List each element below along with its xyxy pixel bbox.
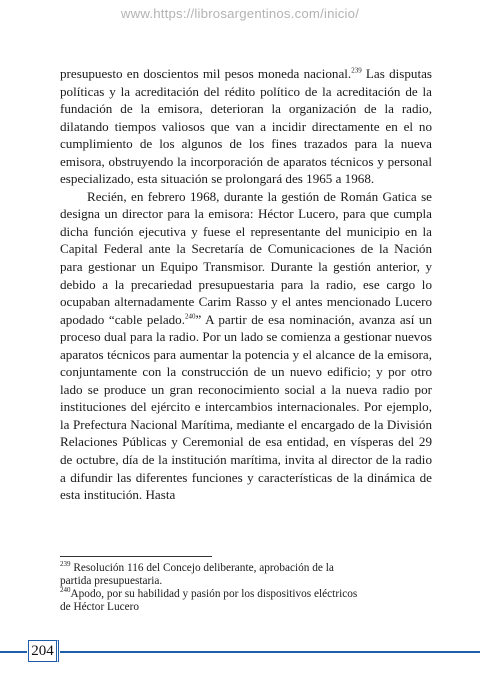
- paragraph: [60, 65, 432, 188]
- paragraph-text: ” A partir de esa nominación, avanza así un proceso dual para la radio. Por un lado se comienza a gestionar nuevos aparatos técnicos para aumentar la potencia y el alcance de la emisora, conjuntamente con la construcción de un nuevo edificio; y por otro lado se produce un gran reconocimiento social a la nueva radio por instituciones del ejército e intercambios internacionales. Por ejemplo, la Prefectura Nacional Marítima, mediante el encargado de la División Relaciones Públicas y Ceremonial de esa entidad, en vísperas del 29 de octubre, día de la institución marítima, invita al director de la radio a difundir las diferentes funciones y características de la dinámica de esta institución. Hasta: [60, 311, 433, 503]
- paragraph-text: Recién, en febrero 1968, durante la gestión de Román Gatica se designa un director para la emisora: Héctor Lucero, para que cumpla dicha función ejecutiva y fuese el representante del municipio en la Capital Federal ante la Secretaría de Comunicaciones de la Nación para gestionar un Equipo Transmisor. Durante la gestión anterior, y debido a la precariedad presupuestaria para la radio, ese cargo lo ocupaban alternadamente Carim Rasso y el antes mencionado Lucero apodado “cable pelado.: [60, 188, 432, 327]
- page-number: 204: [28, 640, 59, 662]
- watermark-url: www.https://librosargentinos.com/inicio/: [120, 6, 360, 21]
- footnote-ref-240[interactable]: 240: [185, 312, 196, 321]
- footnote: [60, 562, 360, 587]
- footnotes: [60, 562, 360, 614]
- footer-rule-right: [60, 651, 480, 653]
- paragraph-text: Las disputas políticas y la acreditación del rédito político de la acreditación de la fundación de la emisora, deterioran la organización de la radio, dilatando tiempos valiosos que van a incidir directamente en el no cumplimiento de los algunos de los fines trazados para la nueva emisora, obstruyendo la incorporación de aparatos técnicos y personal especializado, esta situación se prolongará des 1965 a 1968.: [60, 66, 432, 187]
- footnote-number: 239: [60, 560, 71, 569]
- body-text: [60, 65, 432, 504]
- footer-rule-left: [0, 651, 27, 653]
- footnote-separator: [60, 556, 212, 557]
- page-footer: [0, 640, 480, 664]
- paragraph-text: presupuesto en doscientos mil pesos moneda nacional.: [60, 66, 352, 81]
- paragraph: [60, 188, 432, 504]
- footnote-ref-239[interactable]: 239: [351, 66, 362, 75]
- footnote-text: Resolución 116 del Concejo deliberante, aprobación de la partida presupuestaria.: [60, 562, 334, 587]
- footnote-number: 240: [60, 586, 71, 595]
- footnote-text: Apodo, por su habilidad y pasión por los dispositivos eléctricos de Héctor Lucero: [60, 588, 358, 613]
- footnote: [60, 588, 360, 613]
